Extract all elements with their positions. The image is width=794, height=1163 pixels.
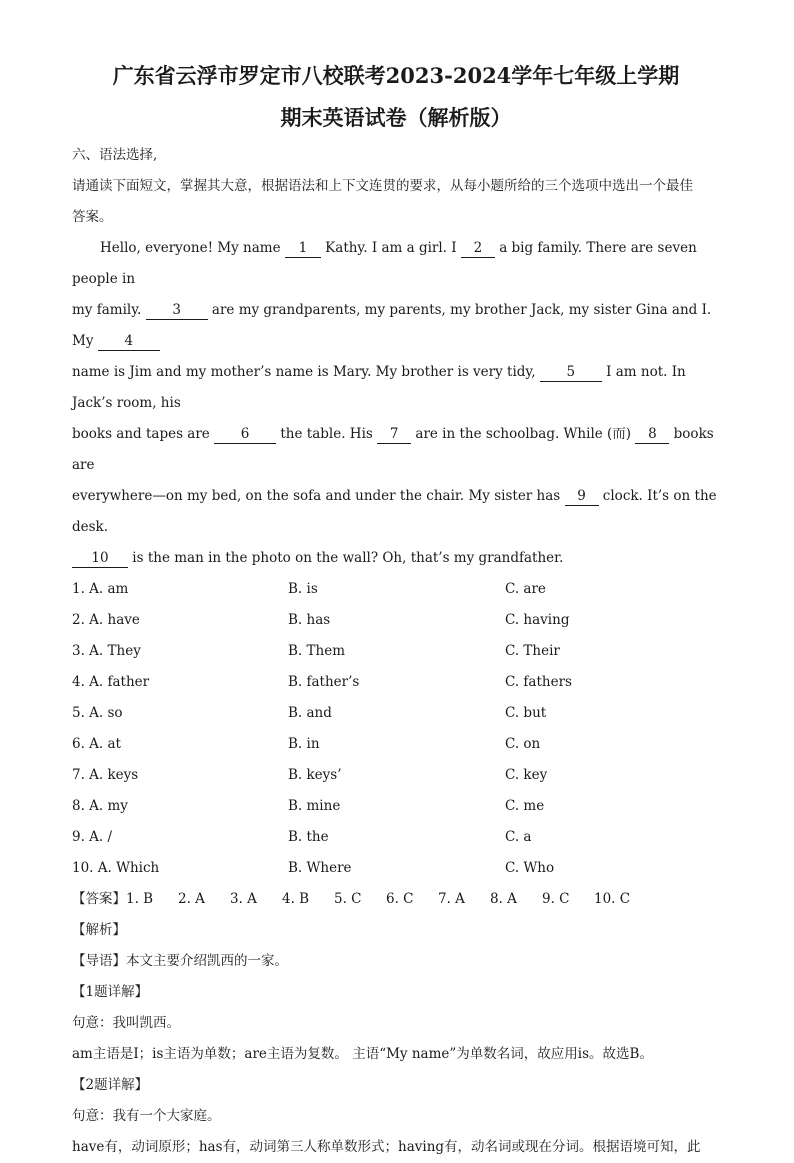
answer-item: 4. B bbox=[282, 891, 310, 907]
passage-line: my family. 3 are my grandparents, my parents, my brother Jack, my sister Gina and I. My 4 bbox=[72, 302, 712, 349]
q2-meaning: 句意：我有一个大家庭。 bbox=[72, 1108, 221, 1124]
q2-label: 【2题详解】 bbox=[72, 1077, 149, 1093]
blank-10: 10 bbox=[72, 549, 128, 568]
blank-8: 8 bbox=[635, 425, 669, 444]
option-row: 4. A. father B. father’s C. fathers bbox=[72, 674, 572, 690]
option-row: 6. A. at B. in C. on bbox=[72, 736, 541, 752]
option-row: 7. A. keys B. keys’ C. key bbox=[72, 767, 548, 783]
answer-key bbox=[72, 884, 720, 915]
blank-1: 1 bbox=[285, 239, 321, 258]
passage-line: Hello, everyone! My name 1 Kathy. I am a girl. I 2 a big family. There are seven people in bbox=[72, 240, 697, 287]
blank-4: 4 bbox=[98, 332, 160, 351]
answer-item: 2. A bbox=[178, 891, 205, 907]
doc-title-line1: 广东省云浮市罗定市八校联考2023-2024学年七年级上学期 bbox=[112, 63, 680, 88]
answer-item: 3. A bbox=[230, 891, 257, 907]
passage bbox=[72, 233, 720, 574]
passage-line: everywhere—on my bed, on the sofa and under the chair. My sister has 9 clock. It’s on the desk. bbox=[72, 488, 717, 535]
option-row: 5. A. so B. and C. but bbox=[72, 705, 547, 721]
answer-item: 5. C bbox=[334, 891, 362, 907]
option-row: 9. A. / B. the C. a bbox=[72, 829, 532, 845]
blank-9: 9 bbox=[565, 487, 599, 506]
blank-5: 5 bbox=[540, 363, 602, 382]
passage-line: name is Jim and my mother’s name is Mary. My brother is very tidy, 5 I am not. In Jack’s room, his bbox=[72, 364, 686, 411]
instruction-line1: 请通读下面短文，掌握其大意，根据语法和上下文连贯的要求，从每小题所给的三个选项中选出一个最佳 bbox=[72, 178, 693, 194]
answer-item: 10. C bbox=[594, 891, 631, 907]
analysis-guide: 【导语】本文主要介绍凯西的一家。 bbox=[72, 953, 288, 969]
answer-item: 6. C bbox=[386, 891, 414, 907]
answer-label: 【答案】 bbox=[72, 891, 126, 907]
q2-explain: have有，动词原形；has有，动词第三人称单数形式；having有，动名词或现在分词。根据语境可知，此 bbox=[72, 1139, 701, 1155]
options-list bbox=[72, 574, 720, 884]
document-page bbox=[72, 62, 720, 1163]
answer-item: 7. A bbox=[438, 891, 465, 907]
answer-item: 8. A bbox=[490, 891, 517, 907]
option-row: 3. A. They B. Them C. Their bbox=[72, 643, 560, 659]
blank-2: 2 bbox=[461, 239, 495, 258]
passage-line: books and tapes are 6 the table. His 7 are in the schoolbag. While (而) 8 books are bbox=[72, 426, 714, 473]
blank-3: 3 bbox=[146, 301, 208, 320]
blank-7: 7 bbox=[377, 425, 411, 444]
q1-explain: am主语是I；is主语为单数；are主语为复数。 主语“My name”为单数名词，故应用is。故选B。 bbox=[72, 1046, 653, 1062]
q1-meaning: 句意：我叫凯西。 bbox=[72, 1015, 180, 1031]
section-heading: 六、语法选择, bbox=[72, 147, 158, 163]
option-row: 1. A. am B. is C. are bbox=[72, 581, 546, 597]
analysis-label: 【解析】 bbox=[72, 922, 126, 938]
answer-item: 9. C bbox=[542, 891, 570, 907]
answer-item: 1. B bbox=[126, 891, 154, 907]
option-row: 10. A. Which B. Where C. Who bbox=[72, 860, 555, 876]
passage-line: 10 is the man in the photo on the wall? Oh, that’s my grandfather. bbox=[72, 543, 720, 574]
doc-title-line2: 期末英语试卷（解析版） bbox=[280, 105, 512, 130]
q1-label: 【1题详解】 bbox=[72, 984, 149, 1000]
blank-6: 6 bbox=[214, 425, 276, 444]
instruction-line2: 答案。 bbox=[72, 209, 113, 225]
option-row: 8. A. my B. mine C. me bbox=[72, 798, 545, 814]
option-row: 2. A. have B. has C. having bbox=[72, 612, 570, 628]
